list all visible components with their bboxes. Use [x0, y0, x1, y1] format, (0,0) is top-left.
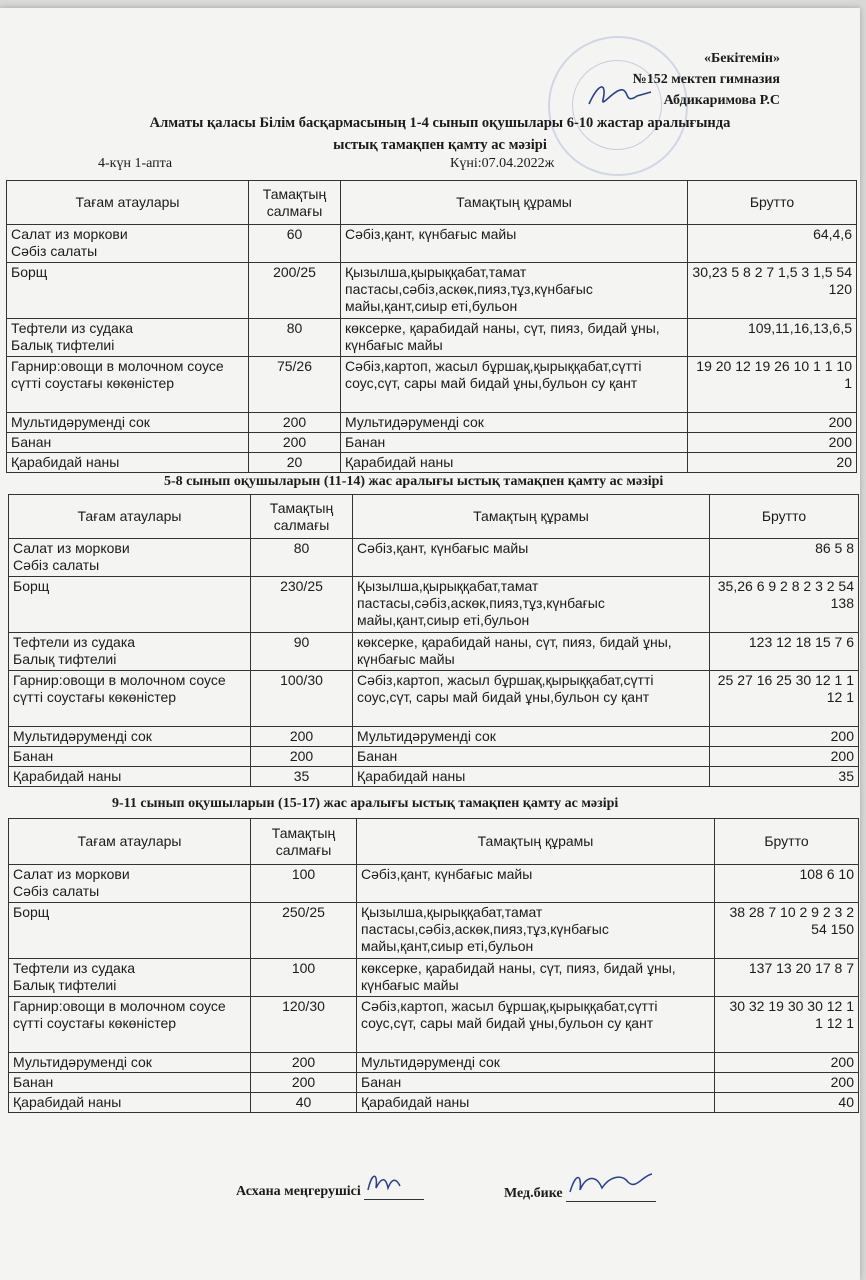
dish-brutto-cell: 200	[715, 1073, 859, 1093]
dish-weight-cell: 75/26	[249, 357, 341, 413]
dish-composition-cell: Қызылша,қырыққабат,тамат пастасы,сәбіз,аскөк,пияз,тұз,күнбағыс майы,қант,сиыр еті,бульон	[353, 577, 710, 633]
dish-weight-cell: 250/25	[251, 903, 357, 959]
dish-name-cell: Қарабидай наны	[9, 1093, 251, 1113]
dish-name-cell: Гарнир:овощи в молочном соусе сүтті соустағы көкөністер	[9, 997, 251, 1053]
dish-brutto-cell: 200	[688, 413, 857, 433]
dish-brutto-cell: 200	[688, 433, 857, 453]
title-line-2: ыстық тамақпен қамту ас мәзірі	[333, 137, 547, 153]
col-header-brutto: Брутто	[688, 181, 857, 225]
dish-brutto-cell: 64,4,6	[688, 225, 857, 263]
dish-composition-cell: Қарабидай наны	[357, 1093, 715, 1113]
dish-composition-cell: Қарабидай наны	[353, 767, 710, 787]
table-row	[9, 903, 859, 959]
dish-brutto-cell: 20	[688, 453, 857, 473]
head-cook-signature	[364, 1170, 404, 1194]
dish-composition-cell: Сәбіз,қант, күнбағыс майы	[341, 225, 688, 263]
table-row	[9, 1093, 859, 1113]
dish-weight-cell: 40	[251, 1093, 357, 1113]
dish-name-cell: Тефтели из судака Балық тифтелиі	[7, 319, 249, 357]
dish-composition-cell: Сәбіз,қант, күнбағыс майы	[353, 539, 710, 577]
dish-composition-cell: Банан	[357, 1073, 715, 1093]
dish-composition-cell: Сәбіз,қант, күнбағыс майы	[357, 865, 715, 903]
dish-brutto-cell: 19 20 12 19 26 10 1 1 10 1	[688, 357, 857, 413]
col-header-composition: Тамақтың құрамы	[353, 495, 710, 539]
table-row	[9, 727, 859, 747]
dish-composition-cell: Банан	[353, 747, 710, 767]
dish-name-cell: Мультидәруменді сок	[7, 413, 249, 433]
dish-composition-cell: Мультидәруменді сок	[357, 1053, 715, 1073]
table-row	[7, 263, 857, 319]
col-header-name: Тағам атаулары	[9, 495, 251, 539]
table-row	[7, 433, 857, 453]
dish-name-cell: Салат из моркови Сәбіз салаты	[7, 225, 249, 263]
table-row	[7, 225, 857, 263]
dish-brutto-cell: 40	[715, 1093, 859, 1113]
dish-composition-cell: Қызылша,қырыққабат,тамат пастасы,сәбіз,аскөк,пияз,тұз,күнбағыс майы,қант,сиыр еті,бульон	[357, 903, 715, 959]
school-name: №152 мектеп гимназия	[632, 72, 780, 87]
dish-name-cell: Қарабидай наны	[9, 767, 251, 787]
menu-table-grade-5-8	[8, 494, 859, 787]
dish-weight-cell: 100/30	[251, 671, 353, 727]
col-header-composition: Тамақтың құрамы	[357, 819, 715, 865]
col-header-weight: Тамақтың салмағы	[249, 181, 341, 225]
table-row	[9, 767, 859, 787]
dish-weight-cell: 60	[249, 225, 341, 263]
dish-brutto-cell: 200	[710, 747, 859, 767]
table-row	[9, 1073, 859, 1093]
dish-name-cell: Тефтели из судака Балық тифтелиі	[9, 633, 251, 671]
dish-name-cell: Мультидәруменді сок	[9, 727, 251, 747]
dish-weight-cell: 100	[251, 865, 357, 903]
dish-composition-cell: көксерке, қарабидай наны, сүт, пияз, бидай ұны, күнбағыс майы	[353, 633, 710, 671]
dish-weight-cell: 80	[251, 539, 353, 577]
col-header-name: Тағам атаулары	[9, 819, 251, 865]
dish-weight-cell: 80	[249, 319, 341, 357]
dish-composition-cell: Мультидәруменді сок	[353, 727, 710, 747]
col-header-brutto: Брутто	[710, 495, 859, 539]
dish-composition-cell: Мультидәруменді сок	[341, 413, 688, 433]
dish-composition-cell: көксерке, қарабидай наны, сүт, пияз, бидай ұны, күнбағыс майы	[357, 959, 715, 997]
dish-name-cell: Мультидәруменді сок	[9, 1053, 251, 1073]
table-row	[7, 453, 857, 473]
table-row	[7, 413, 857, 433]
table-row	[9, 865, 859, 903]
dish-brutto-cell: 137 13 20 17 8 7	[715, 959, 859, 997]
dish-weight-cell: 90	[251, 633, 353, 671]
dish-name-cell: Банан	[9, 747, 251, 767]
nurse-signature-line	[566, 1170, 656, 1202]
dish-name-cell: Салат из моркови Сәбіз салаты	[9, 865, 251, 903]
dish-brutto-cell: 30 32 19 30 30 12 1 1 12 1	[715, 997, 859, 1053]
dish-composition-cell: Қызылша,қырыққабат,тамат пастасы,сәбіз,аскөк,пияз,тұз,күнбағыс майы,қант,сиыр еті,бульон	[341, 263, 688, 319]
col-header-name: Тағам атаулары	[7, 181, 249, 225]
dish-name-cell: Тефтели из судака Балық тифтелиі	[9, 959, 251, 997]
dish-weight-cell: 200	[251, 747, 353, 767]
director-name: Абдикаримова Р.С	[663, 93, 780, 108]
table-row	[7, 319, 857, 357]
table-row	[9, 997, 859, 1053]
dish-brutto-cell: 109,11,16,13,6,5	[688, 319, 857, 357]
dish-weight-cell: 200/25	[249, 263, 341, 319]
dish-composition-cell: көксерке, қарабидай наны, сүт, пияз, бидай ұны, күнбағыс майы	[341, 319, 688, 357]
nurse-label: Мед.бике	[504, 1186, 563, 1201]
dish-composition-cell: Сәбіз,картоп, жасыл бұршақ,қырыққабат,сүтті соус,сүт, сары май бидай ұны,бульон су қант	[357, 997, 715, 1053]
dish-composition-cell: Банан	[341, 433, 688, 453]
dish-name-cell: Гарнир:овощи в молочном соусе сүтті соустағы көкөністер	[7, 357, 249, 413]
dish-brutto-cell: 35,26 6 9 2 8 2 3 2 54 138	[710, 577, 859, 633]
table-row	[9, 539, 859, 577]
page-title	[60, 112, 820, 156]
dish-composition-cell: Қарабидай наны	[341, 453, 688, 473]
dish-brutto-cell: 35	[710, 767, 859, 787]
head-cook-label: Асхана меңгерушісі	[236, 1184, 361, 1199]
approval-label: «Бекітемін»	[703, 51, 780, 66]
dish-brutto-cell: 86 5 8	[710, 539, 859, 577]
dish-brutto-cell: 25 27 16 25 30 12 1 1 12 1	[710, 671, 859, 727]
dish-weight-cell: 120/30	[251, 997, 357, 1053]
table-row	[9, 1053, 859, 1073]
dish-name-cell: Борщ	[9, 903, 251, 959]
menu-date: Күні:07.04.2022ж	[450, 156, 555, 171]
col-header-composition: Тамақтың құрамы	[341, 181, 688, 225]
dish-brutto-cell: 123 12 18 15 7 6	[710, 633, 859, 671]
dish-name-cell: Гарнир:овощи в молочном соусе сүтті соустағы көкөністер	[9, 671, 251, 727]
col-header-weight: Тамақтың салмағы	[251, 495, 353, 539]
dish-name-cell: Салат из моркови Сәбіз салаты	[9, 539, 251, 577]
dish-weight-cell: 200	[251, 727, 353, 747]
dish-weight-cell: 200	[251, 1073, 357, 1093]
dish-name-cell: Борщ	[7, 263, 249, 319]
dish-brutto-cell: 38 28 7 10 2 9 2 3 2 54 150	[715, 903, 859, 959]
dish-brutto-cell: 108 6 10	[715, 865, 859, 903]
table-row	[9, 747, 859, 767]
table-row	[9, 577, 859, 633]
dish-name-cell: Банан	[7, 433, 249, 453]
table-row	[9, 959, 859, 997]
dish-composition-cell: Сәбіз,картоп, жасыл бұршақ,қырыққабат,сүтті соус,сүт, сары май бидай ұны,бульон су қант	[353, 671, 710, 727]
nurse-block	[504, 1170, 656, 1202]
dish-weight-cell: 200	[249, 433, 341, 453]
table-row	[7, 357, 857, 413]
section-2-title: 5-8 сынып оқушыларын (11-14) жас аралығы ыстық тамақпен қамту ас мәзірі	[164, 474, 664, 489]
dish-name-cell: Борщ	[9, 577, 251, 633]
col-header-weight: Тамақтың салмағы	[251, 819, 357, 865]
dish-weight-cell: 35	[251, 767, 353, 787]
dish-name-cell: Қарабидай наны	[7, 453, 249, 473]
dish-brutto-cell: 200	[715, 1053, 859, 1073]
signatures-footer	[236, 1170, 563, 1201]
dish-weight-cell: 230/25	[251, 577, 353, 633]
dish-composition-cell: Сәбіз,картоп, жасыл бұршақ,қырыққабат,сүтті соус,сүт, сары май бидай ұны,бульон су қант	[341, 357, 688, 413]
table-row	[9, 671, 859, 727]
menu-table-grade-1-4	[6, 180, 857, 473]
col-header-brutto: Брутто	[715, 819, 859, 865]
menu-table-grade-9-11	[8, 818, 859, 1113]
section-3-title: 9-11 сынып оқушыларын (15-17) жас аралығы ыстық тамақпен қамту ас мәзірі	[112, 796, 619, 811]
dish-weight-cell: 200	[249, 413, 341, 433]
dish-brutto-cell: 200	[710, 727, 859, 747]
dish-brutto-cell: 30,23 5 8 2 7 1,5 3 1,5 54 120	[688, 263, 857, 319]
nurse-signature	[566, 1170, 656, 1196]
dish-name-cell: Банан	[9, 1073, 251, 1093]
dish-weight-cell: 20	[249, 453, 341, 473]
title-line-1: Алматы қаласы Білім басқармасының 1-4 сынып оқушылары 6-10 жастар аралығында	[149, 115, 731, 131]
dish-weight-cell: 100	[251, 959, 357, 997]
director-signature	[585, 78, 655, 112]
table-row	[9, 633, 859, 671]
document-page	[0, 8, 860, 1280]
dish-weight-cell: 200	[251, 1053, 357, 1073]
day-week: 4-күн 1-апта	[98, 156, 173, 171]
head-cook-signature-line	[364, 1170, 424, 1200]
